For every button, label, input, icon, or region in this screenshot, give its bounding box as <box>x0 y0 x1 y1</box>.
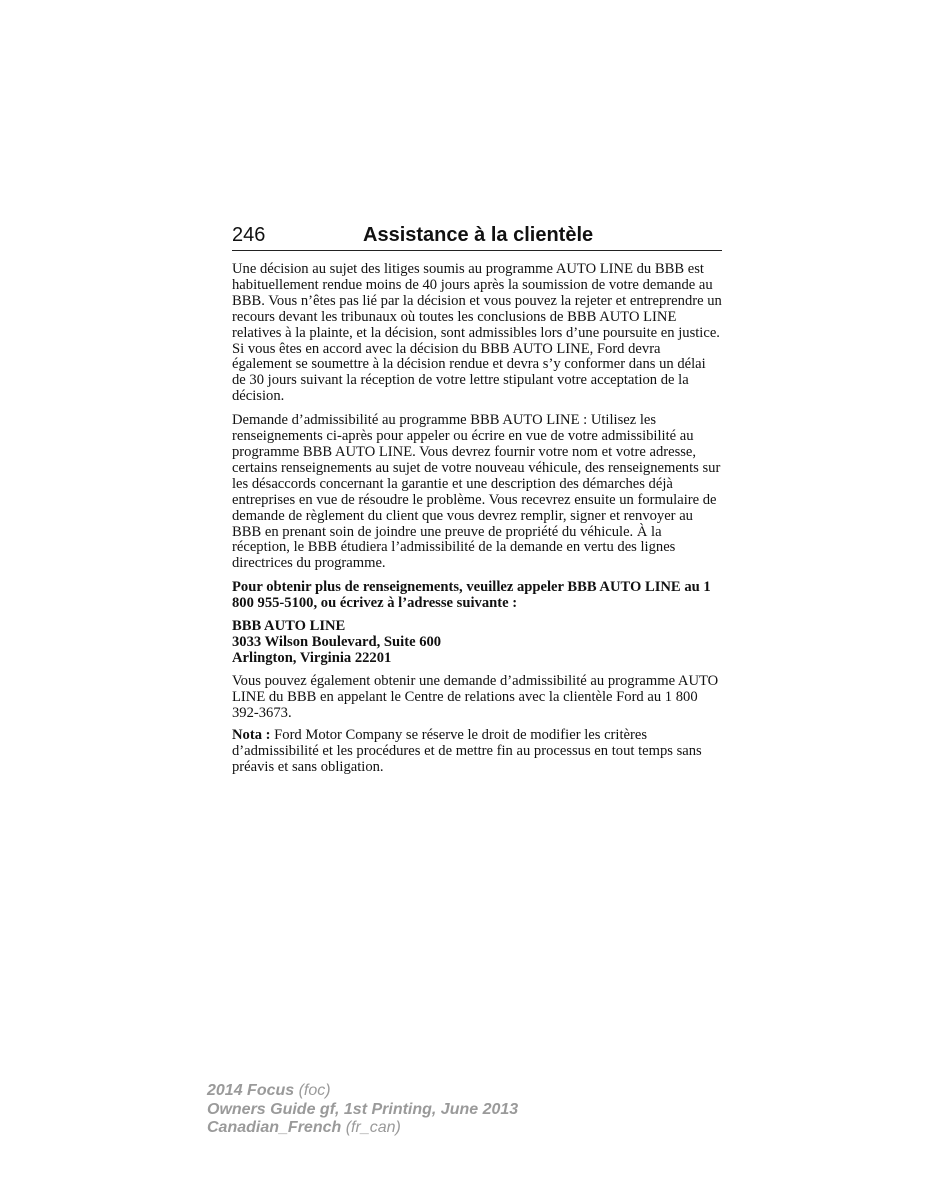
footer-language: Canadian_French <box>207 1119 342 1136</box>
footer-model: 2014 Focus <box>207 1082 295 1099</box>
paragraph-customer-relations: Vous pouvez également obtenir une demande d’admissibilité au programme AUTO LINE du BBB en appelant le Centre de relations avec la clientèle Ford au 1 800 392-3673. <box>232 672 719 721</box>
address-line-2: 3033 Wilson Boulevard, Suite 600 <box>232 633 442 650</box>
paragraph-eligibility: Demande d’admissibilité au programme BBB AUTO LINE : Utilisez les renseignements ci-après pour appeler ou écrire en vue de votre admissibilité au programme BBB AUTO LINE. Vous devrez fournir votre nom et votre adresse, certains renseignements au sujet de votre nouveau véhicule, des renseignements sur les désaccords concernant la garantie et une description des démarches déjà entreprises en vue de résoudre le problème. Vous recevrez ensuite un formulaire de demande de règlement du client que vous devrez remplir, signer et renvoyer au BBB en prenant soin de joindre une preuve de propriété du véhicule. À la réception, le BBB étudiera l’admissibilité de la demande en vertu des lignes directrices du programme. <box>232 412 721 572</box>
note-paragraph <box>232 728 722 776</box>
footer-model-line <box>207 1082 518 1101</box>
footer-guide: Owners Guide gf, 1st Printing, June 2013 <box>207 1100 519 1118</box>
page-number: 246 <box>232 224 266 246</box>
paragraph-decision: Une décision au sujet des litiges soumis au programme AUTO LINE du BBB est habituellement rendue moins de 40 jours après la soumission de votre demande au BBB. Vous n’êtes pas lié par la décision et vous pouvez la rejeter et entreprendre un recours devant les tribunaux où toutes les conclusions de BBB AUTO LINE relatives à la plainte, et la décision, sont admissibles lors d’une poursuite en justice. Si vous êtes en accord avec la décision du BBB AUTO LINE, Ford devra également se soumettre à la décision rendue et devra s’y conformer dans un délai de 30 jours suivant la réception de votre lettre stipulant votre acceptation de la décision. <box>232 261 722 405</box>
address-line-3: Arlington, Virginia 22201 <box>232 649 392 666</box>
mailing-address <box>232 619 722 667</box>
footer-language-line <box>207 1119 518 1138</box>
address-line-1: BBB AUTO LINE <box>232 618 346 635</box>
page-header <box>232 222 722 251</box>
page-footer <box>207 1082 518 1138</box>
footer-language-code: (fr_can) <box>341 1119 401 1136</box>
note-label: Nota : <box>232 727 271 744</box>
section-title: Assistance à la clientèle <box>363 224 594 246</box>
note-text: Ford Motor Company se réserve le droit de modifier les critères d’admissibilité et les procédures et de mettre fin au processus en tout temps sans préavis et sans obligation. <box>232 727 702 776</box>
contact-heading: Pour obtenir plus de renseignements, veuillez appeler BBB AUTO LINE au 1 800 955-5100, ou écrivez à l’adresse suivante : <box>232 579 711 612</box>
footer-model-code: (foc) <box>294 1082 331 1099</box>
main-content <box>232 262 722 784</box>
